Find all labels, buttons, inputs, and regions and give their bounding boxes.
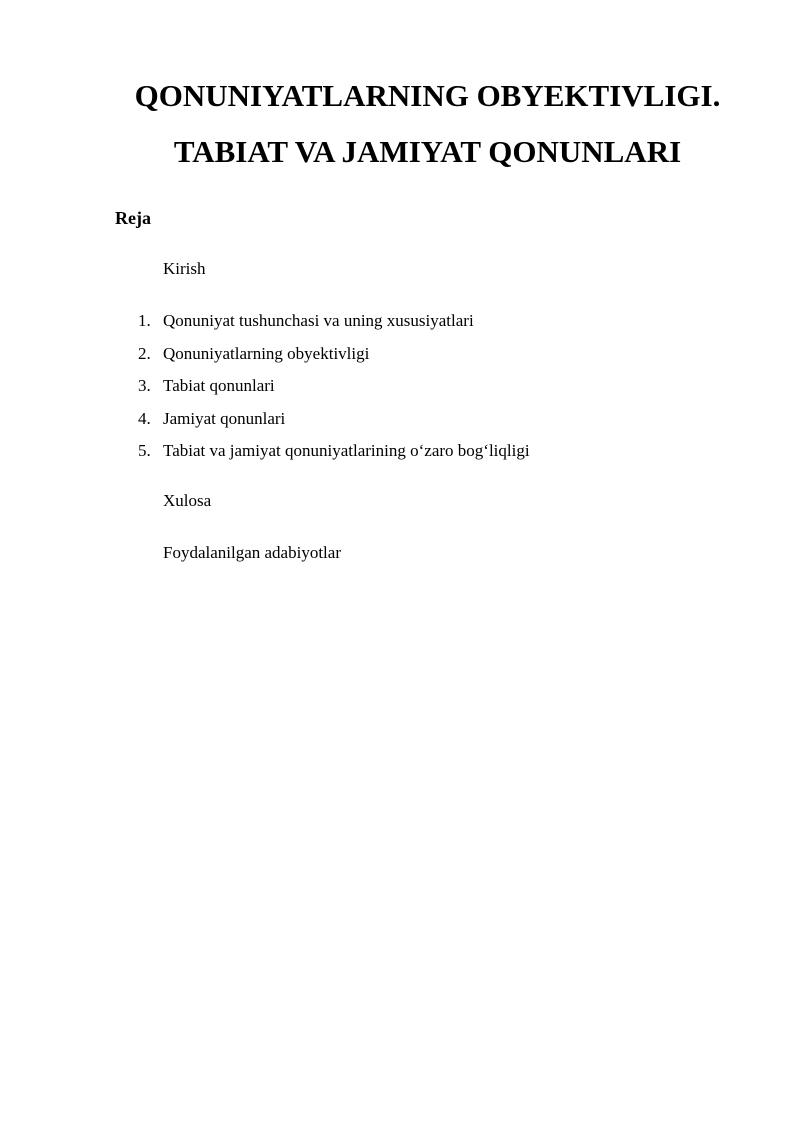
document-title-line-1: QONUNIYATLARNING OBYEKTIVLIGI. bbox=[134, 78, 721, 113]
list-item-text: Qonuniyatlarning obyektivligi bbox=[163, 343, 370, 363]
list-item-text: Jamiyat qonunlari bbox=[163, 408, 286, 428]
list-item bbox=[0, 375, 800, 408]
list-item-text: Qonuniyat tushunchasi va uning xususiyatlari bbox=[163, 311, 474, 330]
plan-item-conclusion: Xulosa bbox=[163, 491, 212, 510]
list-item-number: 3. bbox=[138, 376, 151, 395]
list-item-text: Tabiat qonunlari bbox=[163, 376, 275, 395]
list-item-number: 2. bbox=[138, 343, 151, 363]
list-item-number: 1. bbox=[138, 311, 151, 330]
plan-heading: Reja bbox=[115, 208, 151, 228]
list-item-text: Tabiat va jamiyat qonuniyatlarining o‘zaro bog‘liqligi bbox=[163, 441, 530, 460]
plan-item-references: Foydalanilgan adabiyotlar bbox=[163, 543, 341, 562]
plan-item-intro: Kirish bbox=[163, 259, 206, 278]
list-item bbox=[0, 310, 800, 343]
list-item bbox=[0, 343, 800, 376]
list-item-number: 4. bbox=[138, 408, 151, 428]
document-title-line-2: TABIAT VA JAMIYAT QONUNLARI bbox=[173, 134, 682, 169]
plan-numbered-list bbox=[0, 310, 800, 473]
list-item bbox=[0, 440, 800, 473]
list-item bbox=[0, 408, 800, 441]
list-item-number: 5. bbox=[138, 441, 151, 460]
